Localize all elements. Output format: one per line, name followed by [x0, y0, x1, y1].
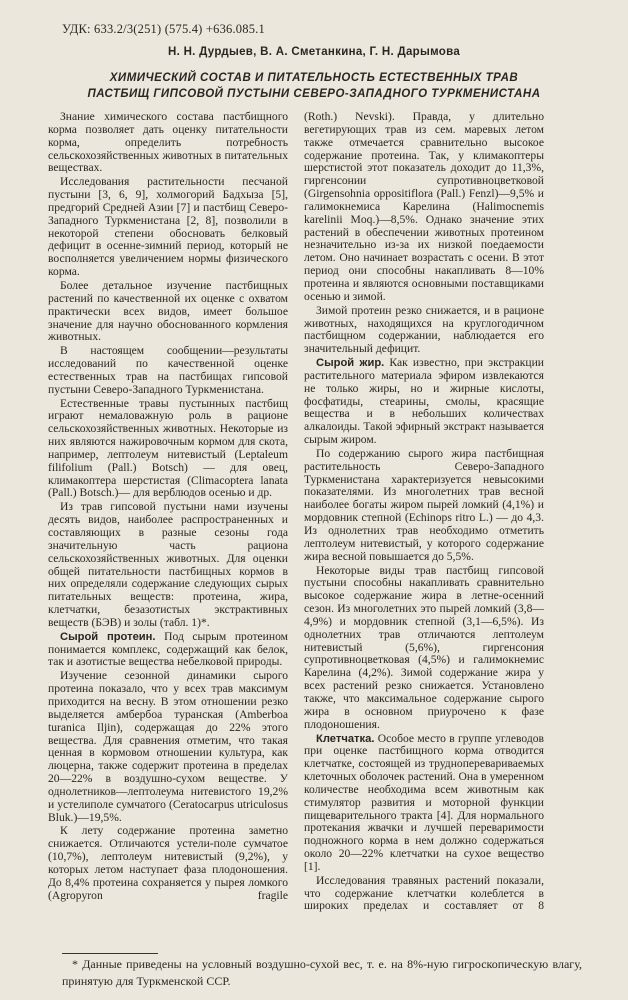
paragraph: По содержанию сырого жира пастбищная растительность Северо-Западного Туркменистана характеризуется невысокими показателями. Из многолетних трав весной наиболее богаты жиром пырей ломкий (4,1%) и мордовник степной (Echinops ritro L.) — до 4,3. Из однолетних трав необходимо отметить лептолеум нитевистый, у которого содержание жира весной повышается до 5,5%. — [304, 446, 544, 563]
section-heading-protein: Сырой протеин. — [60, 630, 156, 643]
paragraph: Изучение сезонной динамики сырого протеина показало, что у всех трав максимум приходится на весну. В этом отношении резко выделяется амбербоа туранская (Amberboa turanica Iljin), содержащая до 22% этого вещества. Для сравнения отметим, что такая ценная в кормовом отношении культура, как люцерна, также содержит протеина в пределах 20—22% в воздушно-сухом веществе. У однолетников—лептолеума нитевистого 19,2% и устелиполе сумчатого (Ceratocarpus utriculosus Bluk.)—19,5%. — [48, 669, 288, 824]
paragraph — [48, 631, 288, 670]
left-column — [48, 111, 288, 903]
paragraph: Более детальное изучение пастбищных растений по качественной их оценке с охватом практически всех видов, имеет большое значение для научно обоснованного кормления животных. — [48, 278, 288, 344]
section-text: Особое место в группе углеводов при оценке пастбищного корма отводится клетчатке, состоящей из трудноперевариваемых клеточных оболочек растений. Она в умеренном количестве необходима всем животным как стимулятор развития и моторной функции пищеварительного тракта [4]. Для нормального протекания жвачки и лучшей переваримости подножного корма в нем должно содержаться около 20—22% клетчатки на сухое вещество [1]. — [304, 731, 544, 873]
paragraph: В настоящем сообщении—результаты исследований по качественной оценке естественных трав на пастбищах гипсовой пустыни Северо-Западного Туркменистана. — [48, 344, 288, 396]
footnote — [62, 956, 582, 990]
article-authors: Н. Н. Дурдыев, В. А. Сметанкина, Г. Н. Дарымова — [167, 46, 461, 58]
footnote-text: * Данные приведены на условный воздушно-сухой вес, т. е. на 8%-ную гигроскопическую влагу, принятую для Туркменской ССР. — [62, 957, 582, 988]
section-text: Под сырым протеином понимается комплекс, содержащий как белок, так и азотистые вещества небелковой природы. — [48, 629, 288, 669]
paragraph: Из трав гипсовой пустыни нами изучены десять видов, наиболее распространенных и составляющих в разные сезоны года значительную часть рациона сельскохозяйственных животных. Для оценки общей питательности пастбищных кормов в них определяли содержание следующих сырых питательных веществ: протеина, жира, клетчатки, безазотистых экстрактивных веществ (БЭВ) и золы (табл. 1)*. — [48, 500, 288, 629]
title-line-1: ХИМИЧЕСКИЙ СОСТАВ И ПИТАТЕЛЬНОСТЬ ЕСТЕСТВЕННЫХ ТРАВ — [109, 72, 519, 84]
paragraph: Некоторые виды трав пастбищ гипсовой пустыни способны накапливать сравнительно высокое содержание жира в летне-осенний сезон. Из многолетних это пырей ломкий (3,8—4,9%) и мордовник степной (3,1—6,5%). Из однолетних трав отличаются лептолеум нитевистый (5,6%), гиргенсония супротивноцветковая (4,5%) и галимокнемис Карелина (4,2%). Зимой содержание жира у всех растений резко снижается. Установлено также, что максимальное содержание сырого жира в основном приурочено к фазе плодоношения. — [304, 563, 544, 731]
paragraph: Исследования растительности песчаной пустыни [3, 6, 9], холмогорий Бадхыза [5], предгорий Средней Азии [7] и пастбищ Северо-Западного Туркменистана [2, 8], позволили в некоторой степени обосновать белковый дефицит в осенне-зимний период, который не восполняется увеличением нормы физического корма. — [48, 175, 288, 279]
paragraph: (Roth.) Nevski). Правда, у длительно вегетирующих трав из сем. маревых летом также отмечается сравнительно высокое содержание протеина. Так, у климакоптеры шерстистой этот показатель доходит до 11,3%, гиргенсонии супротивноцветковой (Girgensohnia oppositiflora (Pall.) Fenzl)—9,5% и галимокнемиса Карелина (Halimocnemis karelinii Moq.)—8,5%. Однако значение этих растений в обеспечении животных протеином незначительно из-за их низкой поедаемости летом. Оно начинает возрастать с осени. В этот период они способны накапливать 8—10% протеина и являются основными поставщиками осенью и зимой. — [304, 110, 544, 303]
section-heading-fat: Сырой жир. — [316, 357, 385, 370]
paragraph: Исследования травяных растений показали, что содержание клетчатки колеблется в широких пределах и составляет от 8 — [304, 873, 544, 913]
paragraph: Естественные травы пустынных пастбищ играют немаловажную роль в рационе сельскохозяйственных животных. Некоторые из них являются нажировочным кормом для скота, например, лептолеум нитевистый (Leptaleum filifolium (Pall.) Botsch) — для овец, климакоптера шерстистая (Climacoptera lanata (Pall.) Botsch.)— для верблюдов осенью и др. — [48, 396, 288, 500]
right-column — [304, 111, 544, 914]
udc-code: УДК: 633.2/3(251) (575.4) +636.085.1 — [62, 22, 265, 36]
paragraph: Зимой протеин резко снижается, и в рационе животных, находящихся на круглогодичном пастбищном содержании, наблюдается его значительный дефицит. — [304, 303, 544, 356]
section-heading-fiber: Клетчатка. — [316, 732, 375, 745]
paragraph — [304, 357, 544, 447]
paragraph: Знание химического состава пастбищного корма позволяет дать оценку питательности корма, определить потребность сельскохозяйственных животных в питательных веществах. — [48, 110, 288, 175]
footnote-divider — [62, 953, 158, 954]
section-text: Как известно, при экстракции растительного материала эфиром извлекаются не только жиры, но и жирные кислоты, фосфатиды, стеарины, смолы, красящие вещества и в небольших количествах алкалоиды. Такой эфирный экстракт называется сырым жиром. — [304, 356, 544, 447]
title-line-2: ПАСТБИЩ ГИПСОВОЙ ПУСТЫНИ СЕВЕРО-ЗАПАДНОГО ТУРКМЕНИСТАНА — [87, 87, 541, 100]
paragraph: К лету содержание протеина заметно снижается. Отличаются устели-поле сумчатое (10,7%), лептолеум нитевистый (9,2%), у которых летом наступает фаза плодоношения. До 8,4% протеина сохраняется у пырея ломкого (Agropyron fragile — [48, 824, 288, 902]
article-title — [60, 71, 568, 102]
paragraph — [304, 733, 544, 874]
